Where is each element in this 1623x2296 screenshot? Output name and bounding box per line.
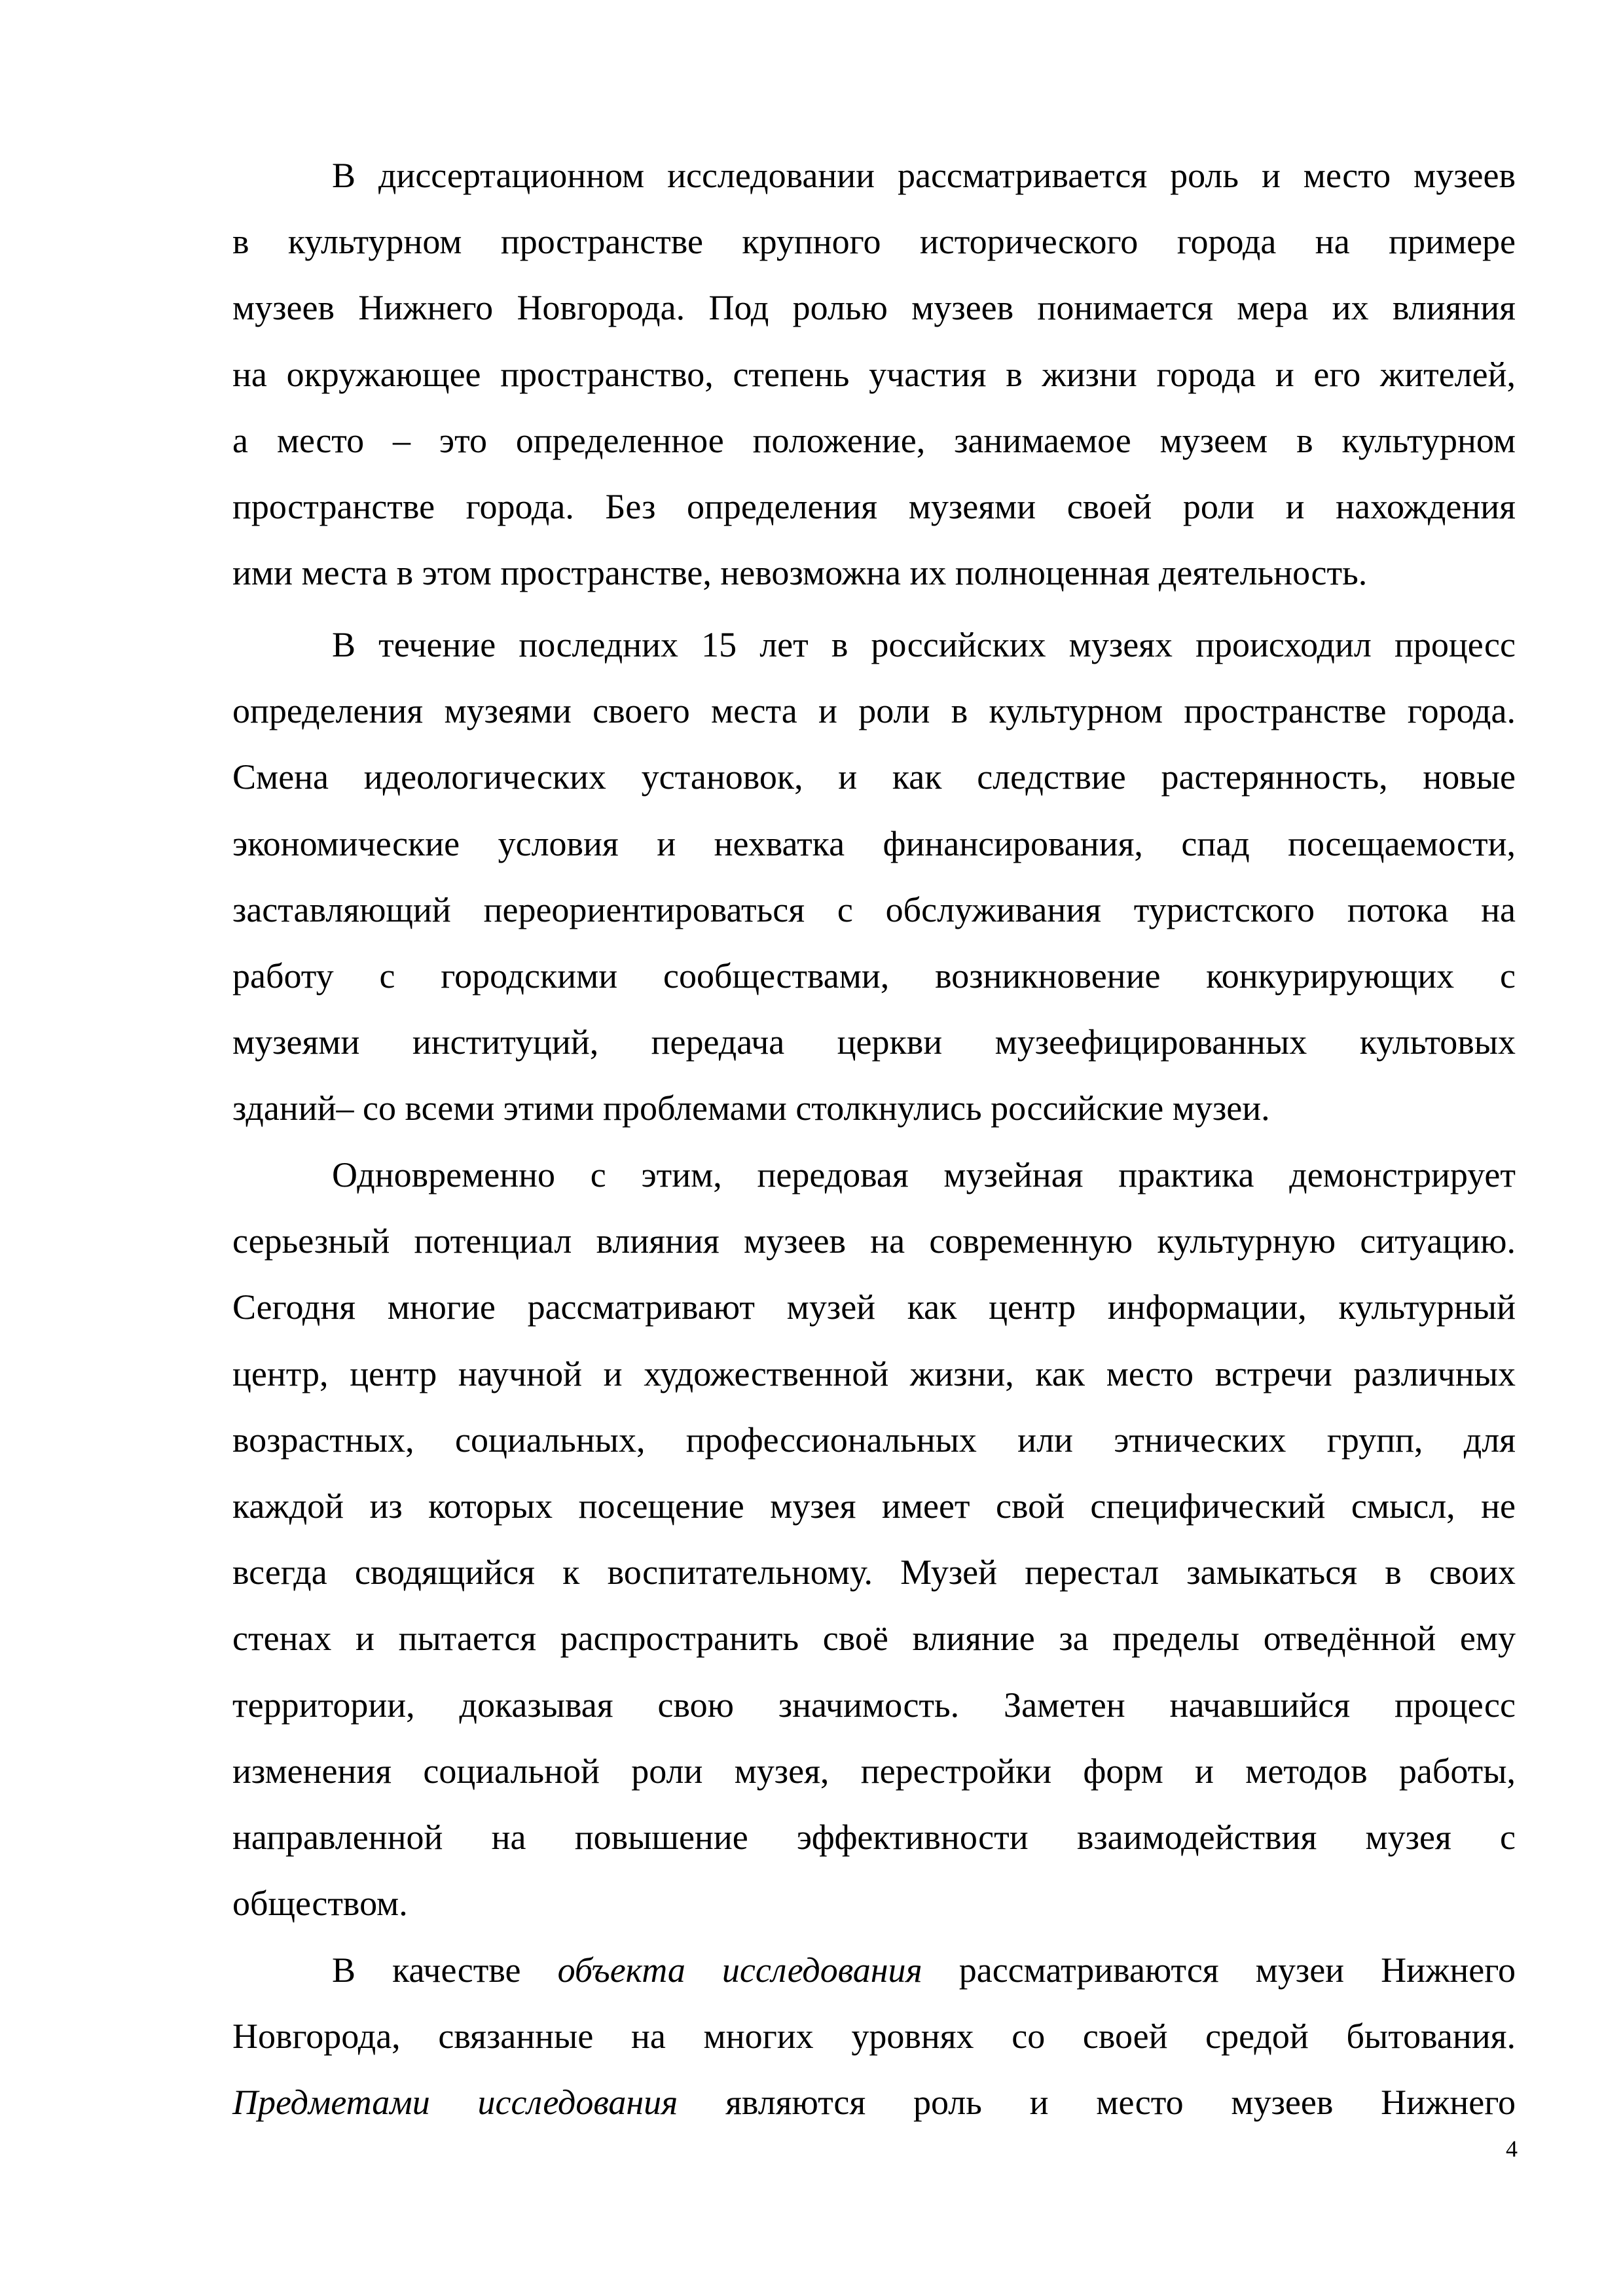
text-line: территории, доказывая свою значимость. Заметен начавшийся процесс <box>232 1685 1516 1725</box>
paragraph-4 <box>232 1937 1516 2136</box>
text-line: Новгорода, связанные на многих уровнях со своей средой бытования. <box>232 2017 1516 2056</box>
text-line: пространстве города. Без определения музеями своей роли и нахождения <box>232 486 1516 526</box>
text-line: возрастных, социальных, профессиональных или этнических групп, для <box>232 1420 1516 1460</box>
page-number: 4 <box>1506 2136 1518 2162</box>
text-segment: В качестве <box>332 1950 558 1990</box>
paragraph-1 <box>232 143 1516 606</box>
text-line: каждой из которых посещение музея имеет свой специфический смысл, не <box>232 1486 1516 1526</box>
text-line: всегда сводящийся к воспитательному. Музей перестал замыкаться в своих <box>232 1552 1516 1592</box>
text-line: стенах и пытается распространить своё влияние за пределы отведённой ему <box>232 1619 1516 1659</box>
text-line: в культурном пространстве крупного исторического города на примере <box>232 222 1516 262</box>
text-line: серьезный потенциал влияния музеев на современную культурную ситуацию. <box>232 1221 1516 1261</box>
text-line: определения музеями своего места и роли в культурном пространстве города. <box>232 691 1516 731</box>
text-line: обществом. <box>232 1884 408 1924</box>
text-line: на окружающее пространство, степень участия в жизни города и его жителей, <box>232 354 1516 394</box>
italic-term: Предметами исследования <box>232 2083 678 2123</box>
paragraph-2 <box>232 612 1516 1142</box>
text-line: музеев Нижнего Новгорода. Под ролью музеев понимается мера их влияния <box>232 288 1516 328</box>
text-line: направленной на повышение эффективности взаимодействия музея с <box>232 1817 1516 1857</box>
text-line: Одновременно с этим, передовая музейная практика демонстрирует <box>332 1155 1516 1194</box>
paragraph-3 <box>232 1142 1516 1937</box>
italic-term: объекта исследования <box>557 1950 922 1990</box>
text-line: центр, центр научной и художественной жизни, как место встречи различных <box>232 1354 1516 1393</box>
text-segment: рассматриваются музеи Нижнего <box>922 1950 1516 1990</box>
text-line: работу с городскими сообществами, возникновение конкурирующих с <box>232 956 1516 996</box>
text-line: В диссертационном исследовании рассматривается роль и место музеев <box>332 156 1516 195</box>
text-line: ими места в этом пространстве, невозможна их полноценная деятельность. <box>232 553 1368 593</box>
text-line <box>232 1937 1516 2003</box>
text-line: экономические условия и нехватка финансирования, спад посещаемости, <box>232 823 1516 863</box>
text-segment: являются роль и место музеев Нижнего <box>678 2083 1516 2123</box>
text-line: музеями институций, передача церкви музеефицированных культовых <box>232 1022 1516 1062</box>
text-line: В течение последних 15 лет в российских музеях происходил процесс <box>332 625 1516 664</box>
text-line: изменения социальной роли музея, перестройки форм и методов работы, <box>232 1751 1516 1791</box>
text-line: Сегодня многие рассматривают музей как центр информации, культурный <box>232 1287 1516 1327</box>
text-line: зданий– со всеми этими проблемами столкнулись российские музеи. <box>232 1088 1270 1128</box>
text-line: заставляющий переориентироваться с обслуживания туристского потока на <box>232 889 1516 929</box>
text-line: а место – это определенное положение, занимаемое музеем в культурном <box>232 420 1516 460</box>
text-line <box>232 2070 1516 2136</box>
text-line: Смена идеологических установок, и как следствие растерянность, новые <box>232 757 1516 797</box>
